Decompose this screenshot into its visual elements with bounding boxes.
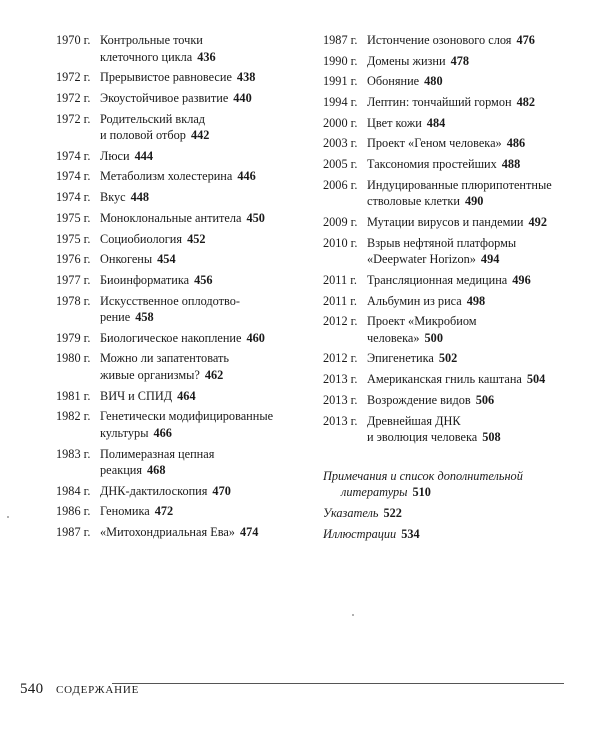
toc-entry-title-text: стволовые клетки [367,194,460,209]
toc-entry-title-line [367,330,568,347]
toc-entry-page[interactable]: 494 [480,252,500,267]
toc-entry-title [367,350,568,367]
toc-entry-title-text: Прерывистое равновесие [100,70,232,85]
toc-entry [56,524,301,541]
section-gap [323,450,568,468]
toc-entry-title-text: Американская гниль каштана [367,372,522,387]
toc-entry-title [100,330,301,347]
toc-entry [56,148,301,165]
toc-entry-title-text: Полимеразная цепная [100,446,215,461]
toc-entry-year: 1991 г. [323,74,358,89]
toc-entry-title-text: Мутации вирусов и пандемии [367,215,524,229]
toc-entry [56,210,301,227]
toc-entry [323,272,568,289]
toc-entry [56,231,301,248]
toc-entry-year: 1974 г. [56,169,91,184]
toc-entry-title-text: Можно ли запатентовать [100,351,229,366]
toc-extra-line [323,468,568,485]
toc-entry-title [100,32,301,65]
toc-entry-title-text: реакция [100,463,143,477]
toc-entry-year: 1975 г. [56,231,91,246]
toc-entry-title-line [100,408,301,425]
toc-entry-title-line [100,231,301,248]
toc-entry-title [367,235,568,268]
toc-entry-page[interactable]: 484 [426,115,446,130]
toc-entry-title-line [100,189,301,206]
toc-entry-year: 1983 г. [56,446,91,461]
toc-entry-year: 1976 г. [56,252,91,267]
toc-entry-title [367,371,568,388]
toc-entry-year: 1981 г. [56,388,91,403]
toc-entry-page[interactable]: 496 [512,272,531,287]
toc-entry [323,177,568,210]
toc-entry-year: 1974 г. [56,190,91,205]
toc-entry-page[interactable]: 452 [187,231,206,246]
toc-extra-title: Примечания и список дополнительной [323,468,523,483]
toc-entry [323,32,568,49]
toc-entry-title-text: Биологическое накопление [100,330,242,345]
toc-entry-title-text: Цвет кожи [367,115,422,130]
toc-entry [323,413,568,446]
toc-entry-title-line [100,330,301,347]
toc-entry-title-text: Возрождение видов [367,392,471,407]
toc-entry [323,94,568,111]
toc-entry-year: 1972 г. [56,111,91,126]
toc-entry-title-text: Биоинформатика [100,272,190,287]
toc-entry [323,392,568,409]
toc-entry-title-line [100,462,301,479]
toc-entry-year: 2013 г. [323,372,358,387]
toc-entry-title [100,210,301,227]
toc-entry-title-line [367,251,568,268]
footer-rule [112,683,564,684]
toc-entry-year: 1987 г. [56,525,91,540]
toc-entry-title-line [367,413,568,430]
toc-entry-title-text: ДНК-дактилоскопия [100,483,208,498]
toc-entry-title [100,388,301,405]
toc-entry-title-line [367,313,568,330]
toc-entry-title [100,408,301,441]
toc-entry-title-line [100,350,301,367]
toc-entry-year: 2013 г. [323,413,358,428]
toc-entry-title-text: Социобиология [100,231,183,246]
toc-entry-title [367,392,568,409]
scan-speck [7,516,9,518]
toc-entry-page[interactable]: 444 [134,148,154,163]
toc-entry-page[interactable]: 436 [197,49,216,64]
toc-entry-title [367,293,568,310]
toc-entry [56,272,301,289]
toc-entry-year: 2009 г. [323,215,358,229]
toc-entry-title-line [100,90,301,107]
toc-entry-page[interactable]: 442 [190,128,210,143]
toc-entry-page[interactable]: 476 [516,33,535,47]
toc-entry-title-text: Эпигенетика [367,351,434,366]
toc-entry-page[interactable]: 448 [130,190,150,205]
toc-entry-title-line [367,115,568,132]
toc-extra-page[interactable]: 510 [412,485,431,500]
toc-entry-title [100,350,301,383]
toc-entry-title-line [100,111,301,128]
toc-entry-title-text: Родительский вклад [100,111,206,126]
toc-entry-title-text: человека» [367,330,420,345]
toc-entry-title-line [367,193,568,210]
toc-entry-title-text: Индуцированные плюрипотентные [367,177,552,192]
toc-entry-title [367,272,568,289]
toc-entry-title-text: рение [100,310,131,325]
toc-entry-year: 1980 г. [56,351,91,366]
toc-entry-title-text: Домены жизни [367,53,446,68]
toc-entry-year: 1986 г. [56,504,91,519]
toc-entry-title-line [367,235,568,252]
toc-entry-page[interactable]: 480 [424,74,443,89]
toc-extra-line [323,505,568,522]
toc-entry-year: 1994 г. [323,95,358,110]
toc-entry-title [367,53,568,70]
toc-entry [323,135,568,152]
toc-entry-page[interactable]: 466 [153,425,172,440]
toc-entry-title-line [100,367,301,384]
toc-entry-title [367,214,568,231]
toc-entry-title-text: Трансляционная медицина [367,272,508,287]
toc-entry-year: 1979 г. [56,330,91,345]
toc-entry-page[interactable]: 462 [204,367,224,382]
toc-entry-title [100,446,301,479]
toc-entry-title-line [100,251,301,268]
toc-entry-title-text: живые организмы? [100,367,200,382]
toc-entry [323,156,568,173]
toc-entry-page[interactable]: 468 [147,463,166,477]
toc-entry [323,235,568,268]
toc-entry-title-line [367,272,568,289]
toc-entry-year: 2011 г. [323,272,357,287]
scan-speck [352,614,354,616]
toc-entry [56,483,301,500]
toc-entry-title-line [367,177,568,194]
toc-entry-title-line [367,429,568,446]
toc-entry-title-text: Вкус [100,190,126,205]
toc-entry-page[interactable]: 440 [233,90,252,105]
toc-entry-title [367,135,568,152]
toc-extra-line [323,526,568,543]
toc-entry-title-text: Таксономия простейших [367,157,497,172]
toc-entry-title [367,94,568,111]
toc-entry-year: 1977 г. [56,272,91,287]
toc-entry-title-line [100,69,301,86]
toc-entry-title-line [367,214,568,231]
toc-entry-title [100,148,301,165]
toc-entry [56,251,301,268]
toc-entry-year: 1974 г. [56,148,91,163]
toc-extra-page[interactable]: 522 [383,505,402,520]
toc-entry [56,111,301,144]
toc-entry [56,446,301,479]
toc-entry-title-line [100,32,301,49]
toc-entry-year: 2005 г. [323,157,358,172]
toc-entry-page[interactable]: 490 [464,194,484,209]
toc-entry-title-text: «Deepwater Horizon» [367,252,476,267]
toc-extra-title: Указатель [323,505,379,520]
toc-extra-title: Иллюстрации [323,526,397,541]
toc-entry-title-text: культуры [100,425,149,440]
toc-entry-year: 1972 г. [56,70,91,85]
toc-entry-page[interactable]: 446 [237,169,256,184]
toc-entry-title-text: Метаболизм холестерина [100,169,233,184]
toc-entry [56,388,301,405]
toc-entry [56,408,301,441]
toc-entry-page[interactable]: 500 [424,330,443,345]
toc-entry-title [367,156,568,173]
toc-entry-title [367,313,568,346]
toc-entry [56,293,301,326]
toc-entry [323,350,568,367]
toc-entry-title-line [100,524,301,541]
toc-entry-title-line [100,503,301,520]
toc-entry-title [100,90,301,107]
toc-entry-year: 1975 г. [56,210,91,225]
toc-entry-year: 1972 г. [56,90,91,105]
toc-entry-year: 2011 г. [323,293,357,308]
toc-entry-title-text: Люси [100,148,130,163]
toc-entry [56,90,301,107]
toc-extra-entry [323,505,568,522]
toc-entry-page[interactable]: 474 [239,525,259,540]
toc-entry-page[interactable]: 482 [516,95,536,110]
toc-entry-title [367,115,568,132]
toc-entry-title-text: Проект «Микробиом [367,314,477,329]
toc-entry-title-text: Лептин: тончайший гормон [367,95,512,110]
toc-entry-title-line [367,156,568,173]
toc-entry-year: 2013 г. [323,392,358,407]
toc-entry-page[interactable]: 464 [177,388,196,403]
toc-entry-page[interactable]: 492 [528,215,547,229]
toc-entry-title-line [100,272,301,289]
toc-entry-page[interactable]: 470 [212,483,231,498]
toc-entry [323,73,568,90]
toc-entry-title-text: «Митохондриальная Ева» [100,525,235,540]
toc-entry [56,69,301,86]
toc-entry [323,313,568,346]
toc-entry-year: 1978 г. [56,293,91,308]
toc-entry [56,32,301,65]
toc-entry-year: 1984 г. [56,483,91,498]
toc-entry [323,214,568,231]
toc-entry-title-line [367,32,568,49]
toc-entry-page[interactable]: 508 [482,430,501,444]
toc-entry-title [367,32,568,49]
toc-extra-entry [323,526,568,543]
toc-entry-page[interactable]: 506 [475,392,495,407]
toc-entry-title-line [100,293,301,310]
toc-entry-title [100,293,301,326]
toc-entry-title [367,73,568,90]
toc-entry-title-text: Истончение озонового слоя [367,33,512,47]
toc-entry [56,168,301,185]
toc-entry-page[interactable]: 498 [466,293,486,308]
toc-entry-title-line [367,94,568,111]
toc-entry-title-line [100,168,301,185]
toc-entry [56,350,301,383]
toc-entry-title-text: Обоняние [367,74,420,89]
toc-entry-title-line [100,309,301,326]
toc-extra-title: литературы [341,485,408,500]
toc-entry-title-line [100,127,301,144]
toc-entry-title [100,483,301,500]
toc-entry [323,293,568,310]
toc-entry-title-text: Древнейшая ДНК [367,413,461,428]
toc-entry-title [100,251,301,268]
toc-entry-title [100,69,301,86]
toc-entry-title [367,177,568,210]
toc-entry-title [367,413,568,446]
toc-entry-page[interactable]: 458 [135,310,154,325]
toc-entry [56,503,301,520]
toc-entry-title-line [100,425,301,442]
toc-entry-page[interactable]: 454 [157,252,176,267]
toc-entry-page[interactable]: 438 [236,70,256,85]
toc-entry-title-line [367,392,568,409]
toc-entry-title [100,503,301,520]
toc-entry-title-line [367,293,568,310]
toc-entry-page[interactable]: 478 [450,53,470,68]
toc-entry-title-text: Генетически модифицированные [100,409,274,424]
toc-entry-title-line [100,483,301,500]
toc-entry-year: 2010 г. [323,235,358,250]
toc-entry-title [100,189,301,206]
toc-entry [56,189,301,206]
toc-entry-title [100,272,301,289]
toc-extra-line [323,484,568,501]
toc-entry-page[interactable]: 504 [526,372,546,387]
toc-entry-page[interactable]: 460 [246,330,265,345]
toc-entry-title-text: Альбумин из риса [367,293,462,308]
toc-entry-title-text: и половой отбор [100,128,186,143]
toc-entry-title-text: и эволюция человека [367,430,478,444]
toc-entry-year: 1990 г. [323,53,358,68]
toc-entry-title-text: Экоустойчивое развитие [100,90,229,105]
toc-entry-title-text: Моноклональные антитела [100,210,242,225]
toc-entry-page[interactable]: 502 [438,351,458,366]
toc-entry-title [100,524,301,541]
toc-entry-title-line [100,210,301,227]
footer-page-number: 540 [20,681,44,697]
toc-entry-title [100,231,301,248]
toc-entry-page[interactable]: 472 [154,504,174,519]
toc-entry-title-line [367,53,568,70]
toc-entry [323,371,568,388]
toc-entry-year: 2003 г. [323,136,358,151]
toc-entry-page[interactable]: 488 [501,157,521,172]
toc-entry [323,53,568,70]
toc-entry [323,115,568,132]
toc-entry-title-text: Контрольные точки [100,33,203,47]
toc-entry-title-line [367,73,568,90]
toc-entry-title-line [367,135,568,152]
toc-entry-year: 1982 г. [56,409,91,424]
toc-entry-title-text: Взрыв нефтяной платформы [367,235,517,250]
toc-entry-title-line [367,371,568,388]
toc-entry-year: 2000 г. [323,115,358,130]
toc-entry-title-text: Геномика [100,504,150,519]
toc-entry-page[interactable]: 450 [246,210,265,225]
toc-column-right [323,32,568,546]
toc-entry-title-line [100,49,301,66]
toc-entry-page[interactable]: 456 [194,272,213,287]
toc-entry [56,330,301,347]
toc-entry-title-line [367,350,568,367]
toc-entry-title-text: Проект «Геном человека» [367,136,502,151]
toc-entry-year: 2012 г. [323,314,358,329]
toc-entry-year: 1970 г. [56,33,91,47]
toc-entry-title-text: клеточного цикла [100,49,193,64]
toc-entry-title-text: ВИЧ и СПИД [100,388,173,403]
toc-entry-title-text: Онкогены [100,252,153,267]
toc-entry-title-line [100,388,301,405]
toc-extra-entry [323,468,568,501]
toc-entry-title [100,111,301,144]
toc-entry-title-line [100,148,301,165]
toc-column-left [56,32,301,545]
toc-entry-year: 1987 г. [323,33,358,47]
toc-entry-year: 2012 г. [323,351,358,366]
toc-entry-title [100,168,301,185]
toc-extra-page[interactable]: 534 [401,526,420,541]
footer-section-title: СОДЕРЖАНИЕ [56,684,140,696]
toc-entry-title-text: Искусственное оплодотво- [100,293,241,308]
toc-entry-year: 2006 г. [323,177,358,192]
toc-entry-page[interactable]: 486 [506,136,526,151]
toc-entry-title-line [100,446,301,463]
